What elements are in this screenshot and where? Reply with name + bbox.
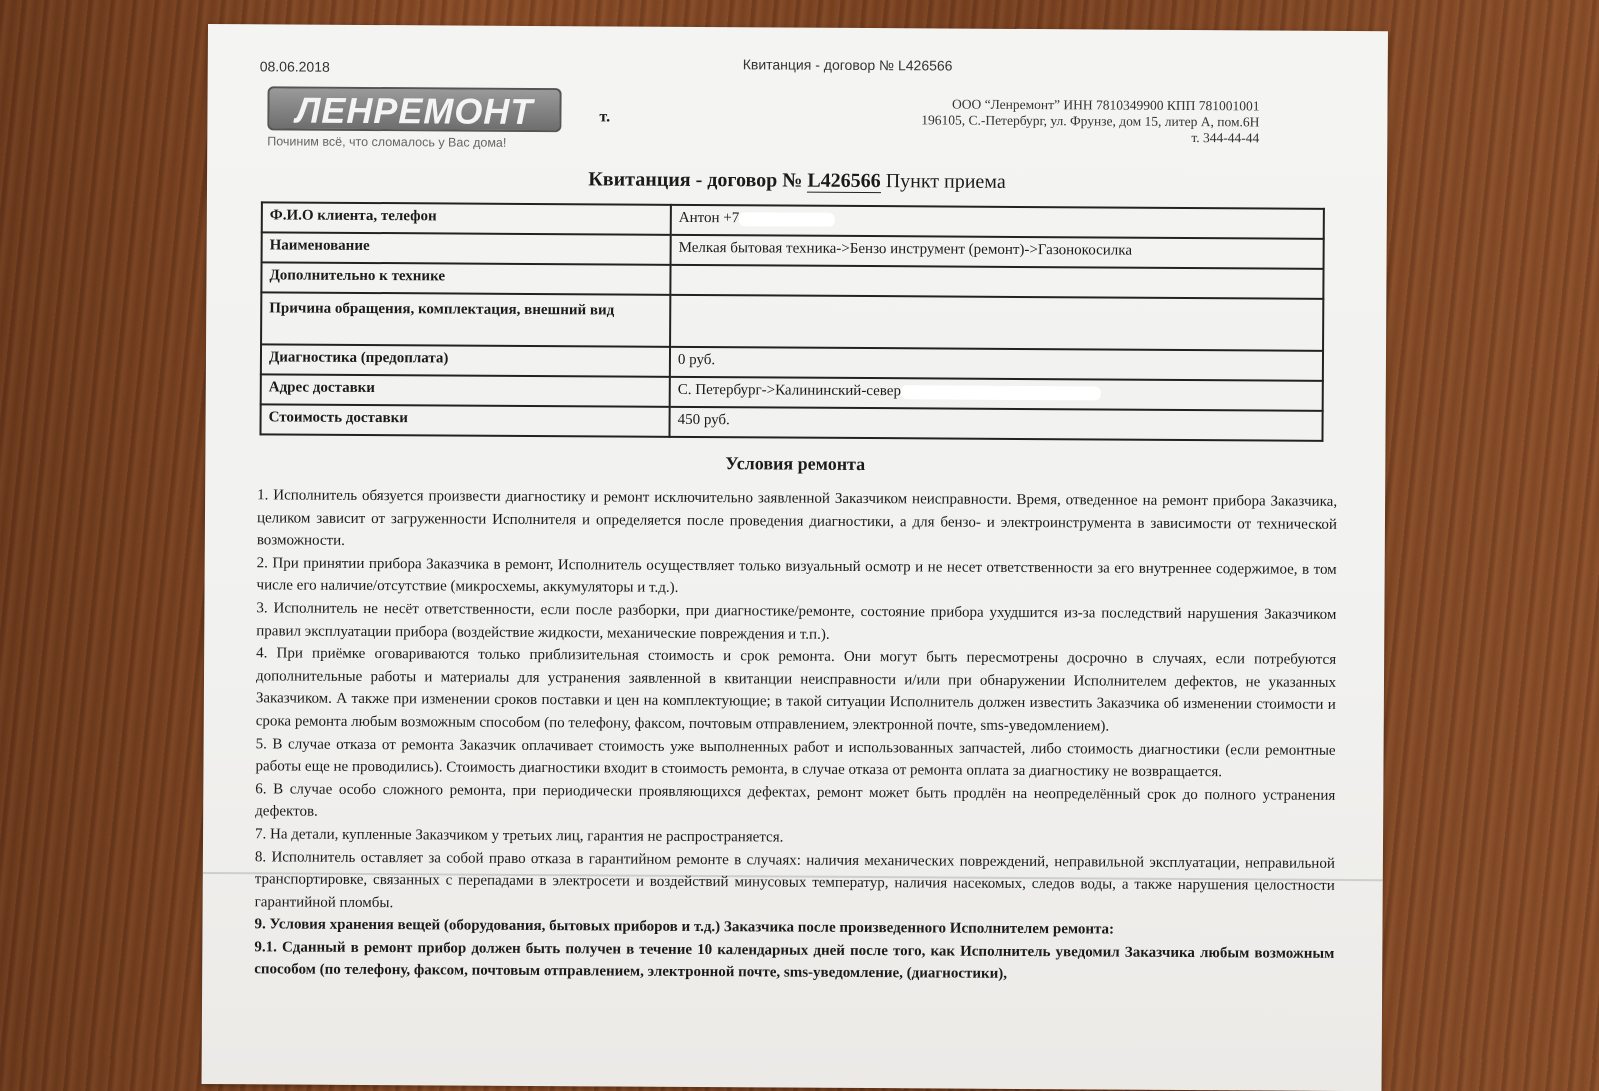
row-label: Причина обращения, комплектация, внешний вид xyxy=(261,292,670,346)
company-name-line: ООО “Ленремонт” ИНН 7810349900 КПП 781001001 xyxy=(951,96,1260,114)
row-value xyxy=(671,205,1324,239)
header-doc-title: Квитанция - договор № L426566 xyxy=(742,56,953,74)
term-item: 8. Исполнитель оставляет за собой право отказа в гарантийном ремонте в случаях: наличия механических повреждений, неправильной эксплуатации, неправильной транспортировке, связанных с перепадами в электросети и воздействий минусовых температур, наличия насекомых, следов воды, а также нарушения целостности гарантийной пломбы. xyxy=(254,848,1335,911)
row-value xyxy=(670,265,1323,299)
company-slogan: Починим всё, что сломалось у Вас дома! xyxy=(267,134,507,150)
t-mark: т. xyxy=(599,108,611,126)
row-value xyxy=(670,377,1323,411)
term-item: 2. При принятии прибора Заказчика в ремонт, Исполнитель осуществляет только визуальный осмотр и не несет ответственности за его внутреннее содержимое, в том числе его наличие/отсутствие (микросхемы, аккумуляторы и т.д.). xyxy=(256,555,1337,597)
company-phone-line: т. 344-44-44 xyxy=(1191,130,1260,146)
contract-number: L426566 xyxy=(807,169,881,193)
row-label: Адрес доставки xyxy=(261,374,670,406)
receipt-paper xyxy=(202,24,1388,1091)
term-item: 3. Исполнитель не несёт ответственности, если после разборки, при диагностике/ремонте, состояние прибора ухудшится из-за последствий нарушения Заказчиком правил эксплуатации прибора (воздействие жидкости, механические повреждения и т.п.). xyxy=(256,600,1337,643)
redaction-mark xyxy=(901,385,1101,400)
title-suffix: Пункт приема xyxy=(885,170,1006,193)
order-info-table xyxy=(259,201,1324,441)
row-label: Стоимость доставки xyxy=(260,404,669,436)
repair-terms xyxy=(254,484,1337,988)
redaction-mark xyxy=(739,212,835,227)
row-value: Мелкая бытовая техника->Бензо инструмент (ремонт)->Газонокосилка xyxy=(671,235,1324,269)
page-title xyxy=(207,166,1387,196)
client-name-value: Антон +7 xyxy=(678,209,740,227)
term-item: 4. При приёмке оговариваются только приблизительная стоимость и срок ремонта. Они могут быть пересмотрены досрочно в случаях, если потребуются дополнительные работы и материалы для устранения заявленной в квитанции неисправности и/или при обнаружении Исполнителем дефектов, не указанных Заказчиком. А также при изменении сроков поставки и цен на комплектующие; в такой ситуации Исполнитель должен известить Заказчика об изменении стоимости и срока ремонта любым возможным способом (по телефону, факсом, почтовым отправлением, электронной почте, sms-уведомлением). xyxy=(255,645,1337,735)
row-value: 0 руб. xyxy=(670,347,1323,381)
table-row xyxy=(261,292,1323,350)
row-label: Диагностика (предоплата) xyxy=(261,344,670,376)
title-prefix: Квитанция - договор № xyxy=(588,168,803,192)
row-value xyxy=(670,295,1323,351)
term-item: 9. Условия хранения вещей (оборудования, бытовых приборов и т.д.) Заказчика после произведенного Исполнителем ремонта: xyxy=(254,916,1115,938)
company-address-line: 196105, С.-Петербург, ул. Фрунзе, дом 15, литер А, пом.6Н xyxy=(921,112,1260,130)
row-label: Наименование xyxy=(262,232,671,264)
company-logo: ЛЕНРЕМОНТ xyxy=(267,86,561,132)
conditions-heading: Условия ремонта xyxy=(725,453,866,475)
term-item: 9.1. Сданный в ремонт прибор должен быть получен в течение 10 календарных дней после того, как Исполнитель уведомил Заказчика любым возможным способом (по телефону, факсом, почтовым отправлением, электронной почте, sms-уведомление, (диагностики), xyxy=(254,939,1335,983)
table-row xyxy=(260,404,1322,440)
row-label: Дополнительно к технике xyxy=(261,262,670,294)
term-item: 7. На детали, купленные Заказчиком у третьих лиц, гарантия не распространяется. xyxy=(255,826,784,846)
row-label: Ф.И.О клиента, телефон xyxy=(262,202,671,234)
delivery-address-value: С. Петербург->Калининский-север xyxy=(677,381,902,400)
term-item: 6. В случае особо сложного ремонта, при периодически проявляющихся дефектах, ремонт может быть продлён на неопределённый срок до полного устранения дефектов. xyxy=(255,781,1336,820)
row-value: 450 руб. xyxy=(669,407,1322,441)
company-details xyxy=(921,96,1259,146)
term-item: 5. В случае отказа от ремонта Заказчик оплачивает стоимость уже выполненных работ и использованных запчастей, либо стоимость диагностики (если ремонтные работы еще не проводились). Стоимость диагностики входит в стоимость ремонта, в случае отказа от ремонта оплата за диагностику не возвращается. xyxy=(255,735,1336,781)
term-item: 1. Исполнитель обязуется произвести диагностику и ремонт исключительно заявленной Заказчиком неисправности. Время, отведенное на ремонт прибора Заказчика, целиком зависит от загруженности Исполнителя и определяется после проведения диагностики, а для бензо- и электроинструмента в зависимости от технической возможности. xyxy=(256,487,1338,550)
document-date: 08.06.2018 xyxy=(259,58,330,75)
